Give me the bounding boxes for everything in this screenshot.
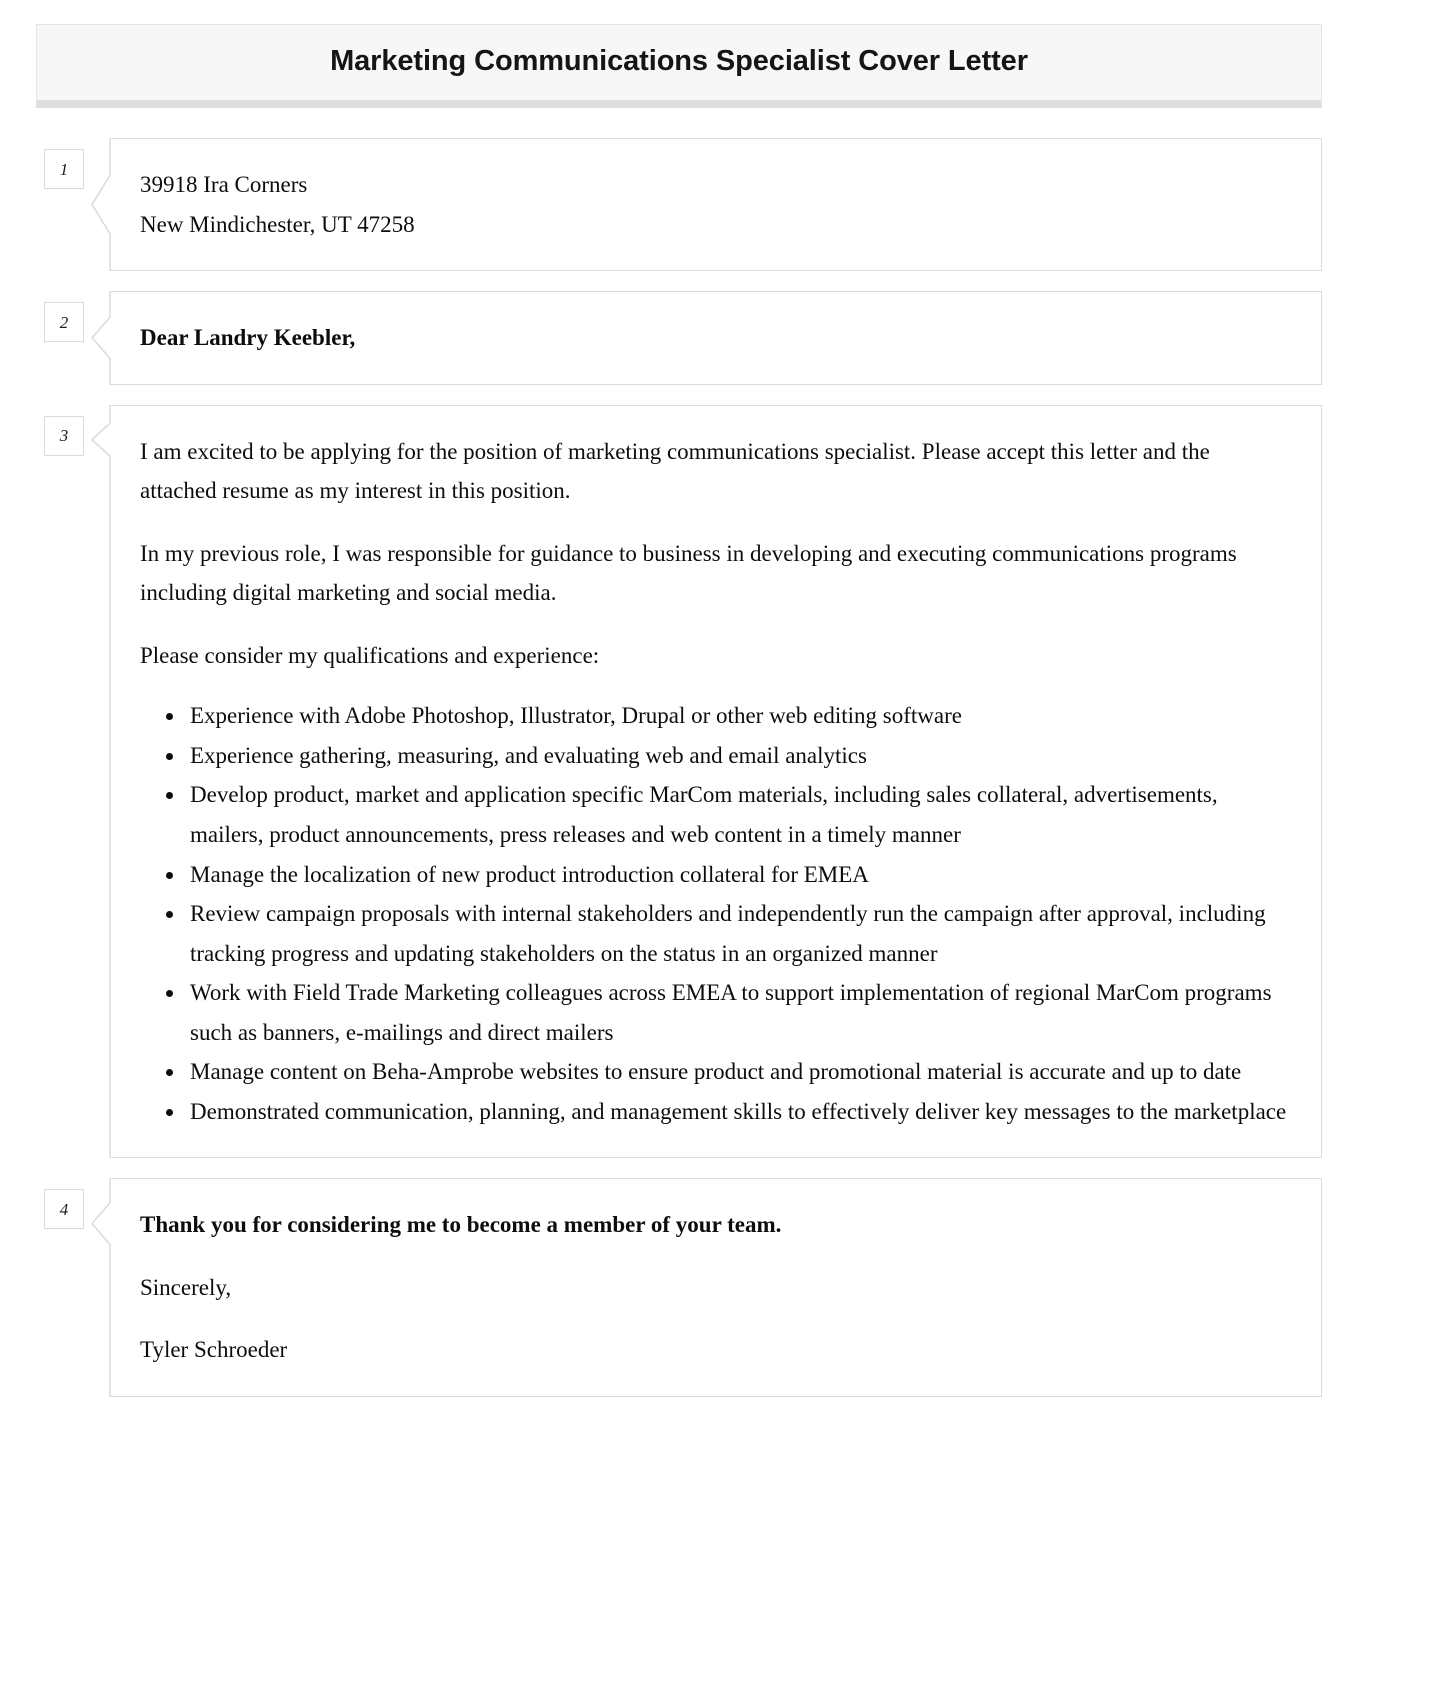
address-line-2: New Mindichester, UT 47258 [140,211,415,237]
list-item: • Work with Field Trade Marketing colleagues across EMEA to support implementation of regional MarCom programs such as banners, e-mailings and direct mailers [186,973,1291,1052]
list-item: • Manage content on Beha-Amprobe websites to ensure product and promotional material is accurate and up to date [186,1052,1291,1092]
chevron-notch-icon [91,1178,111,1397]
salutation-card[interactable] [110,291,1322,385]
chevron-notch-icon [91,405,111,1159]
block-number-badge-3: 3 [44,416,84,456]
block-number-badge-1: 1 [44,149,84,189]
letter-blocks [0,138,1440,1457]
page-title: Marketing Communications Specialist Cover Letter [330,45,1028,78]
address-text [140,165,1291,244]
address-line-1: 39918 Ira Corners [140,172,308,197]
list-item: • Demonstrated communication, planning, and management skills to effectively deliver key messages to the marketplace [186,1092,1291,1132]
letter-block-closing [36,1178,1322,1397]
body-paragraph-2: In my previous role, I was responsible for guidance to business in developing and executing communications programs including digital marketing and social media. [140,540,1237,606]
letter-block-body [36,405,1322,1159]
list-item: • Review campaign proposals with internal stakeholders and independently run the campaign after approval, including tracking progress and updating stakeholders on the status in an organized manner [186,894,1291,973]
body-card[interactable] [110,405,1322,1159]
list-item: • Experience gathering, measuring, and evaluating web and email analytics [186,736,1291,776]
letter-block-salutation [36,291,1322,385]
closing-signoff: Sincerely, [140,1274,232,1300]
salutation-text: Dear Landry Keebler, [140,325,356,351]
address-card[interactable] [110,138,1322,271]
body-paragraph-3: Please consider my qualifications and experience: [140,642,600,668]
document-header [36,24,1322,108]
block-number-badge-2: 2 [44,302,84,342]
closing-thanks: Thank you for considering me to become a member of your team. [140,1212,782,1238]
cover-letter-page [0,24,1440,1457]
list-item: • Manage the localization of new product introduction collateral for EMEA [186,855,1291,895]
list-item: • Develop product, market and application specific MarCom materials, including sales collateral, advertisements, mailers, product announcements, press releases and web content in a timely manner [186,775,1291,854]
body-paragraph-1: I am excited to be applying for the position of marketing communications specialist. Please accept this letter and the attached resume as my interest in this position. [140,438,1210,504]
chevron-notch-icon [91,291,111,385]
chevron-notch-icon [91,138,111,271]
closing-card[interactable] [110,1178,1322,1397]
letter-block-address [36,138,1322,271]
list-item: • Experience with Adobe Photoshop, Illustrator, Drupal or other web editing software [186,696,1291,736]
closing-signature: Tyler Schroeder [140,1337,288,1363]
qualifications-list [140,696,1291,1131]
block-number-badge-4: 4 [44,1189,84,1229]
